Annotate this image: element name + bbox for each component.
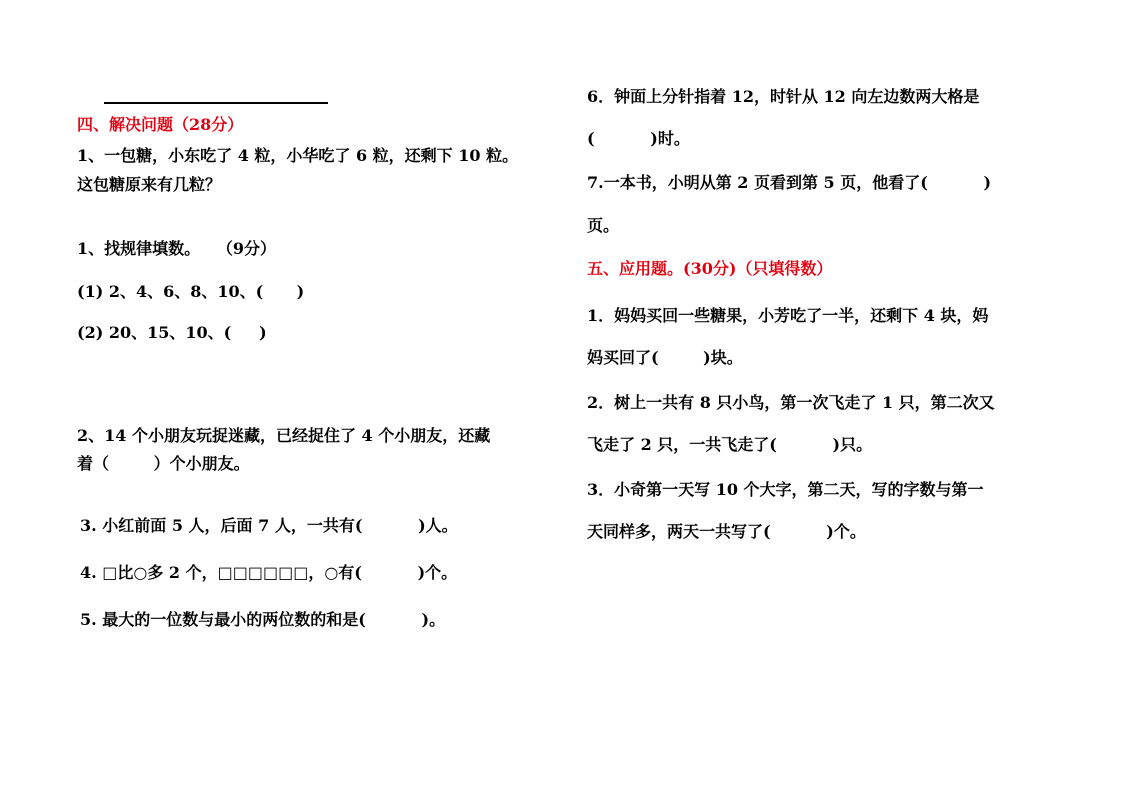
question-3: 3. 小红前面 5 人，后面 7 人，一共有( )人。 [80, 516, 458, 535]
question-1-line-2: 这包糖原来有几粒？ [77, 175, 222, 194]
application-3-line-1: 3．小奇第一天写 10 个大字，第二天，写的字数与第一 [587, 480, 984, 499]
section5-title: 五、应用题。(30分)（只填得数） [587, 259, 833, 278]
question-4: 4. □比○多 2 个，□□□□□□，○有( )个。 [80, 563, 458, 582]
question-6-line-2: ( )时。 [587, 129, 690, 148]
pattern-title: 1、找规律填数。 （9分） [77, 239, 276, 258]
section4-title: 四、解决问题（28分） [77, 115, 244, 134]
question-7-line-2: 页。 [587, 216, 620, 235]
application-3-line-2: 天同样多，两天一共写了( )个。 [587, 522, 866, 541]
question-6-line-1: 6．钟面上分针指着 12，时针从 12 向左边数两大格是 [587, 87, 980, 106]
question-5: 5. 最大的一位数与最小的两位数的和是( )。 [80, 610, 446, 629]
pattern-item-1: (1) 2、4、6、8、10、( ) [77, 282, 305, 301]
pattern-item-2: (2) 20、15、10、( ) [77, 323, 267, 342]
application-1-line-1: 1．妈妈买回一些糖果，小芳吃了一半，还剩下 4 块，妈 [587, 306, 989, 325]
question-1-line-1: 1、一包糖，小东吃了 4 粒，小华吃了 6 粒，还剩下 10 粒。 [77, 146, 519, 165]
question-7-line-1: 7.一本书，小明从第 2 页看到第 5 页，他看了( ) [587, 173, 992, 192]
question-2-line-2: 着（ ）个小朋友。 [77, 454, 250, 473]
top-rule [104, 102, 328, 104]
application-1-line-2: 妈买回了( )块。 [587, 348, 743, 367]
question-2-line-1: 2、14 个小朋友玩捉迷藏，已经捉住了 4 个小朋友，还藏 [77, 426, 491, 445]
application-2-line-2: 飞走了 2 只，一共飞走了( )只。 [587, 435, 873, 454]
application-2-line-1: 2．树上一共有 8 只小鸟，第一次飞走了 1 只，第二次又 [587, 393, 995, 412]
